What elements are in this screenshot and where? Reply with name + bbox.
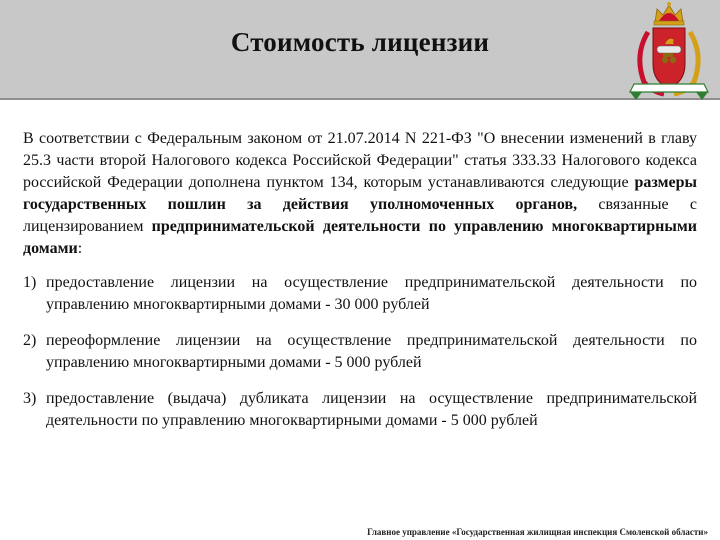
fee-list [23,272,697,432]
page-title: Стоимость лицензии [230,27,490,57]
list-item-text: переоформление лицензии на осуществление предпринимательской деятельности по управлению многоквартирными домами - 5 000 рублей [46,332,697,371]
intro-bold-2: предпринимательской деятельности по управлению многоквартирными домами [23,218,698,257]
intro-paragraph [23,128,697,260]
intro-bold-1: размеры государственных пошлин за действия уполномоченных органов, [23,174,697,213]
list-item [23,388,697,432]
list-item [23,330,697,374]
list-item-number: 2) [23,332,37,349]
smolensk-coat-of-arms-icon [622,0,716,102]
crown-icon [654,2,684,25]
footer-caption: Главное управление «Государственная жилищная инспекция Смоленской области» [367,527,708,537]
list-item [23,272,697,316]
list-item-number: 3) [23,390,37,407]
intro-text-3: : [77,240,83,257]
list-item-text: предоставление (выдача) дубликата лицензии на осуществление предпринимательской деятельности по управлению многоквартирными домами - 5 000 рублей [46,390,697,429]
list-item-number: 1) [23,274,37,291]
list-item-text: предоставление лицензии на осуществление предпринимательской деятельности по управлению многоквартирными домами - 30 000 рублей [46,274,697,313]
intro-text-2: связанные с лицензированием [23,196,698,235]
main-content [23,128,697,446]
header-bar [0,0,720,100]
intro-text-1: В соответствии с Федеральным законом от 21.07.2014 N 221-ФЗ "О внесении изменений в главу 25.3 части второй Налогового кодекса Российской Федерации" статья 333.33 Налогового кодекса российской Федерации дополнена пунктом 134, которым устанавливаются следующие [23,130,697,191]
